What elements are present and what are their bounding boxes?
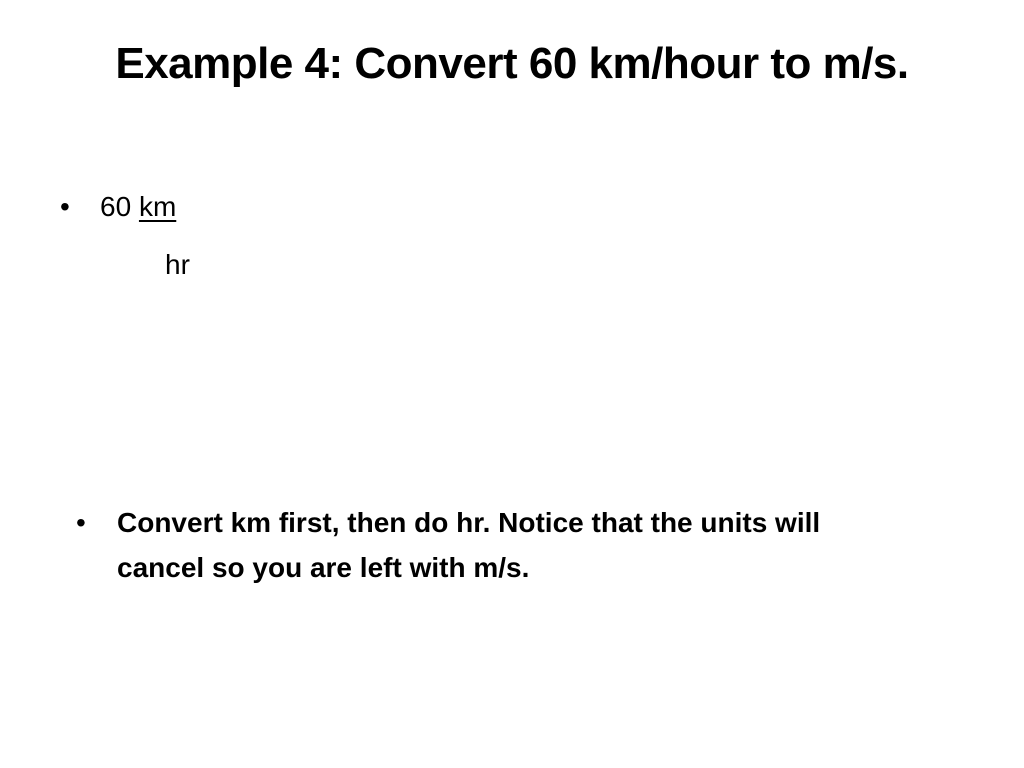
note-text: Convert km first, then do hr. Notice that the units will cancel so you are left with m/s. (117, 507, 821, 583)
fraction-number: 60 (100, 191, 132, 222)
slide-title: Example 4: Convert 60 km/hour to m/s. (115, 39, 909, 88)
bullet-marker: • (76, 507, 86, 538)
numerator-unit: km (138, 191, 177, 222)
fraction-numerator (100, 190, 176, 224)
bullet-marker: • (60, 191, 70, 222)
denominator-unit: hr (165, 249, 190, 280)
